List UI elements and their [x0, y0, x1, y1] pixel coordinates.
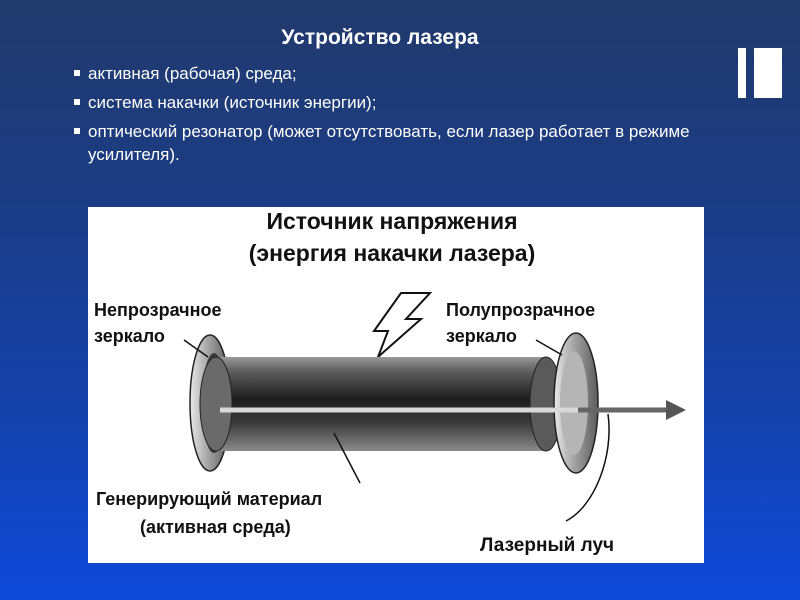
bullet-marker-icon — [74, 128, 80, 134]
laser-tube-icon — [200, 357, 562, 451]
bullet-item — [72, 91, 712, 114]
laser-diagram — [88, 207, 704, 563]
semi-mirror-leader — [536, 340, 562, 355]
bullet-text: система накачки (источник энергии); — [88, 93, 377, 112]
source-title-line1: Источник напряжения — [266, 208, 518, 234]
slide-title: Устройство лазера — [281, 26, 479, 49]
active-medium-label-line2: (активная среда) — [140, 517, 291, 537]
decorative-bars-icon — [738, 48, 782, 98]
semi-mirror-label-line1: Полупрозрачное — [446, 300, 596, 320]
semi-mirror-label-line2: зеркало — [446, 326, 517, 346]
bullet-item — [72, 120, 712, 166]
opaque-mirror-label-line1: Непрозрачное — [94, 300, 222, 320]
opaque-mirror-label-line2: зеркало — [94, 326, 165, 346]
bullet-list — [72, 62, 712, 172]
bullet-marker-icon — [74, 99, 80, 105]
bullet-text: активная (рабочая) среда; — [88, 64, 297, 83]
laser-beam-label: Лазерный луч — [480, 535, 615, 556]
source-title-line2: (энергия накачки лазера) — [248, 240, 536, 266]
bullet-item — [72, 62, 712, 85]
bullet-text: оптический резонатор (может отсутствовать, если лазер работает в режиме усилителя). — [88, 122, 690, 164]
bullet-marker-icon — [74, 70, 80, 76]
active-medium-label-line1: Генерирующий материал — [96, 489, 323, 509]
lightning-bolt-icon — [374, 293, 430, 357]
